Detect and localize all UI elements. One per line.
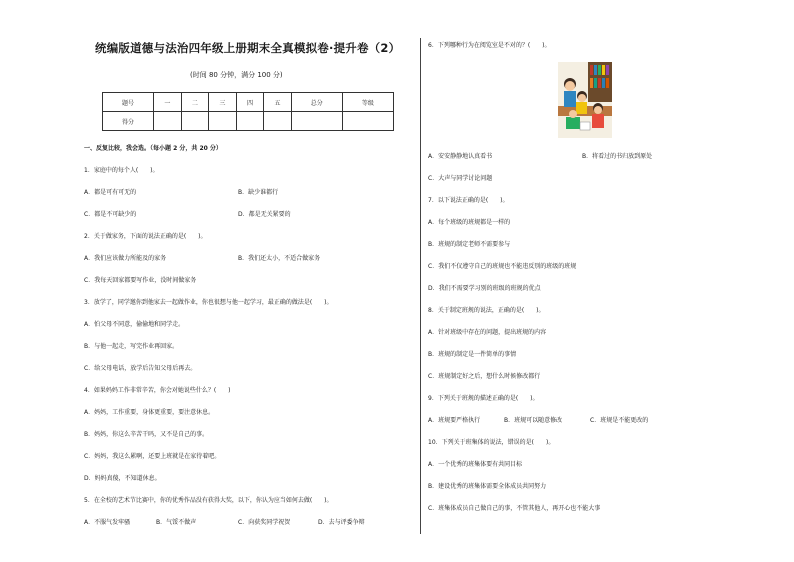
- option-b[interactable]: B．将看过的书归放到原处: [582, 153, 653, 160]
- option-c[interactable]: C．班规制定好之后，想什么时候修改都行: [428, 373, 541, 380]
- header-cell: 题号: [103, 93, 154, 112]
- row-label: 得分: [103, 112, 154, 131]
- question-stem: 4．如果妈妈工作非常辛苦，你会对她说些什么？( ): [84, 387, 231, 394]
- page-title: 统编版道德与法治四年级上册期末全真模拟卷·提升卷（2）: [95, 41, 401, 55]
- option-b[interactable]: B．班规的制定老师不需要参与: [428, 241, 511, 248]
- option-c[interactable]: C．给父母电话，放学后告知父母后再去。: [84, 365, 197, 372]
- question-stem: 8．关于制定班规的说法，正确的是( )。: [428, 307, 545, 314]
- score-cell[interactable]: [291, 112, 342, 131]
- option-a[interactable]: A．一个优秀的班集体要有共同目标: [428, 461, 523, 468]
- question-stem: 2．关于做家务，下面的说法正确的是( )。: [84, 233, 207, 240]
- option-a[interactable]: A．针对班级中存在的问题，提出班规的内容: [428, 329, 547, 336]
- option-b[interactable]: B．班规可以随意修改: [504, 417, 563, 424]
- option-c[interactable]: C．我每天回家都要写作业，没时间做家务: [84, 277, 197, 284]
- header-cell: 四: [236, 93, 264, 112]
- option-a[interactable]: A．安安静静地认真看书: [428, 153, 493, 160]
- score-cell[interactable]: [236, 112, 264, 131]
- score-table: [102, 92, 394, 131]
- header-cell: 五: [264, 93, 292, 112]
- section-heading: 一、反复比较，我会选。（每小题 2 分，共 20 分）: [84, 145, 222, 152]
- header-cell: 一: [154, 93, 182, 112]
- column-divider: [420, 38, 421, 534]
- option-b[interactable]: B．缺少谁都行: [238, 189, 279, 196]
- option-b[interactable]: B．与他一起走，写完作业再回家。: [84, 343, 179, 350]
- score-cell[interactable]: [154, 112, 182, 131]
- option-b[interactable]: B．班规的制定是一件简单的事情: [428, 351, 517, 358]
- option-c[interactable]: C．班规是不能更改的: [590, 417, 649, 424]
- option-a[interactable]: A．班规要严格执行: [428, 417, 481, 424]
- score-cell[interactable]: [264, 112, 292, 131]
- option-a[interactable]: A．都是可有可无的: [84, 189, 137, 196]
- option-a[interactable]: A．我们应该做力所能及的家务: [84, 255, 167, 262]
- option-b[interactable]: B．气馁不做声: [156, 519, 197, 526]
- option-b[interactable]: B．妈妈，你这么辛苦干吗，又不是自己的事。: [84, 431, 209, 438]
- score-table-score-row: [103, 112, 394, 131]
- option-d[interactable]: D．都是无关紧要的: [238, 211, 291, 218]
- score-cell[interactable]: [209, 112, 237, 131]
- option-a[interactable]: A．每个班级的班规都是一样的: [428, 219, 511, 226]
- option-a[interactable]: A．不服气发牢骚: [84, 519, 131, 526]
- option-c[interactable]: C．向获奖同学祝贺: [238, 519, 291, 526]
- library-illustration: [558, 62, 612, 138]
- option-c[interactable]: C．都是不可缺少的: [84, 211, 137, 218]
- option-c[interactable]: C．大声与同学讨论问题: [428, 175, 493, 182]
- option-a[interactable]: A．妈妈，工作重要，身体更重要，要注意休息。: [84, 409, 215, 416]
- score-cell[interactable]: [181, 112, 209, 131]
- question-stem: 1．家庭中的每个人( )。: [84, 167, 159, 174]
- header-cell: 等级: [342, 93, 393, 112]
- score-table-header-row: [103, 93, 394, 112]
- option-c[interactable]: C．我们不仅遵守自己的班规也不能违反别的班级的班规: [428, 263, 577, 270]
- option-c[interactable]: C．妈妈，我这么累啊，还要上班就是在家待着吧。: [84, 453, 221, 460]
- option-d[interactable]: D．妈妈真傻，不知道休息。: [84, 475, 161, 482]
- option-d[interactable]: D．去与评委争辩: [318, 519, 365, 526]
- exam-info: (时间 80 分钟，满分 100 分): [190, 71, 283, 79]
- question-stem: 5．在全校的艺术节比赛中，你的优秀作品没有获得大奖，以下，你认为应当如何去做( )。: [84, 497, 333, 504]
- option-a[interactable]: A．怕父母不同意，偷偷地和同学走。: [84, 321, 185, 328]
- option-c[interactable]: C．班集体成员自己做自己的事，不管其他人，再开心也不能大事: [428, 505, 601, 512]
- option-b[interactable]: B．我们还太小，不适合做家务: [238, 255, 321, 262]
- question-stem: 7．以下说法正确的是( )。: [428, 197, 509, 204]
- option-d[interactable]: D．我们不需要学习别的班级的班规的优点: [428, 285, 541, 292]
- option-b[interactable]: B．建设优秀的班集体需要全体成员共同努力: [428, 483, 547, 490]
- header-cell: 总分: [291, 93, 342, 112]
- score-cell[interactable]: [342, 112, 393, 131]
- question-stem: 3．放学了，同学邀你到他家去一起做作业，你也很想与他一起学习，最正确的做法是( )。: [84, 299, 333, 306]
- question-stem: 9．下列关于班规的描述正确的是( )。: [428, 395, 539, 402]
- header-cell: 二: [181, 93, 209, 112]
- question-stem: 10．下列关于班集体的说法，错误的是( )。: [428, 439, 555, 446]
- question-stem: 6．下列哪种行为在阅览室是不对的？( )。: [428, 42, 551, 49]
- header-cell: 三: [209, 93, 237, 112]
